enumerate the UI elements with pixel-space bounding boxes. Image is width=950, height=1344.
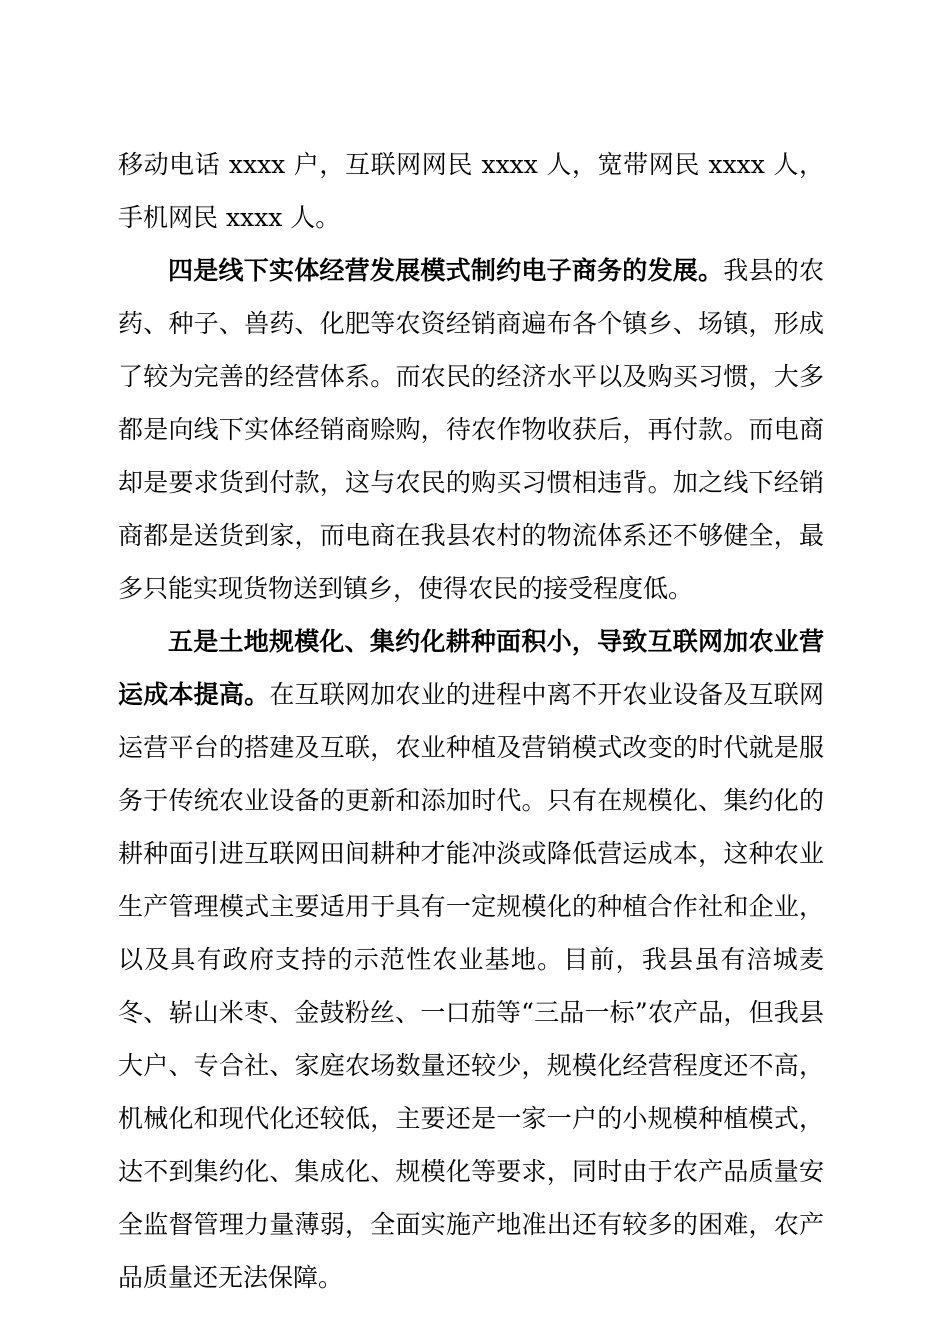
document-body (118, 138, 824, 1304)
paragraph-offline-retail (118, 244, 824, 615)
paragraph-land-scale (118, 615, 824, 1304)
paragraph-continued (118, 138, 824, 244)
paragraph-text: 在互联网加农业的进程中离不开农业设备及互联网运营平台的搭建及互联，农业种植及营销模式改变的时代就是服务于传统农业设备的更新和添加时代。只有在规模化、集约化的耕种面引进互联网田间耕种才能冲淡或降低营运成本，这种农业生产管理模式主要适用于具有一定规模化的种植合作社和企业，以及具有政府支持的示范性农业基地。目前，我县虽有涪城麦冬、崭山米枣、金鼓粉丝、一口茄等“三品一标”农产品，但我县大户、专合社、家庭农场数量还较少，规模化经营程度还不高，机械化和现代化还较低，主要还是一家一户的小规模种植模式，达不到集约化、集成化、规模化等要求，同时由于农产品质量安全监督管理力量薄弱，全面实施产地准出还有较多的困难，农产品质量还无法保障。 (118, 680, 824, 1292)
paragraph-lead: 五是土地规模化、集约化耕种面积小，导致互联网加农业营运成本提高。 (118, 627, 824, 709)
paragraph-text: 移动电话 xxxx 户，互联网网民 xxxx 人，宽带网民 xxxx 人，手机网民 xxxx 人。 (118, 150, 824, 232)
paragraph-lead: 四是线下实体经营发展模式制约电子商务的发展。 (168, 256, 724, 285)
paragraph-text: 我县的农药、种子、兽药、化肥等农资经销商遍布各个镇乡、场镇，形成了较为完善的经营体系。而农民的经济水平以及购买习惯，大多都是向线下实体经销商赊购，待农作物收获后，再付款。而电商却是要求货到付款，这与农民的购买习惯相违背。加之线下经销商都是送货到家，而电商在我县农村的物流体系还不够健全，最多只能实现货物送到镇乡，使得农民的接受程度低。 (118, 256, 824, 603)
